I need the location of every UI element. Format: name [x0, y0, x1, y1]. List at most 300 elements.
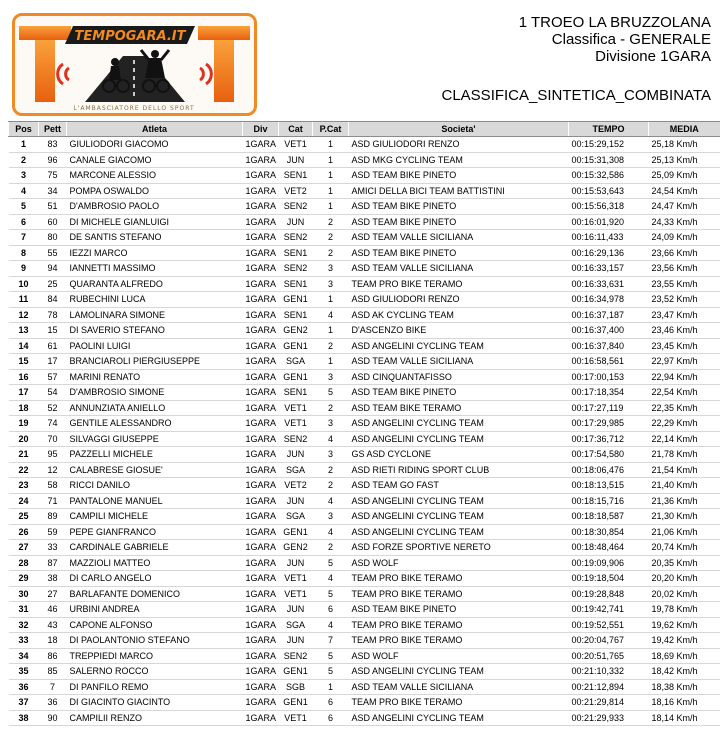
cell-media: 20,02 Km/h — [649, 586, 720, 602]
cell-societa: ASD TEAM BIKE PINETO — [349, 168, 569, 184]
cell-media: 25,09 Km/h — [649, 168, 720, 184]
cell-tempo: 00:15:56,318 — [569, 199, 649, 215]
cell-pos: 20 — [9, 431, 39, 447]
cell-pos: 25 — [9, 509, 39, 525]
cell-media: 21,06 Km/h — [649, 524, 720, 540]
cell-pett: 94 — [39, 261, 67, 277]
cell-societa: ASD TEAM BIKE PINETO — [349, 245, 569, 261]
logo-graphic — [15, 16, 254, 113]
cell-tempo: 00:19:28,848 — [569, 586, 649, 602]
cell-pett: 33 — [39, 540, 67, 556]
cell-pcat: 1 — [313, 137, 349, 153]
cell-pett: 70 — [39, 431, 67, 447]
classifica-title: Classifica - GENERALE — [551, 31, 711, 48]
cell-pos: 9 — [9, 261, 39, 277]
col-pcat: P.Cat — [313, 122, 349, 137]
cell-pett: 86 — [39, 648, 67, 664]
cell-pcat: 6 — [313, 602, 349, 618]
table-row — [9, 168, 720, 184]
cell-pett: 75 — [39, 168, 67, 184]
cell-pos: 38 — [9, 710, 39, 726]
cell-atleta: LAMOLINARA SIMONE — [67, 307, 243, 323]
cell-div: 1GARA — [243, 137, 279, 153]
cell-pcat: 4 — [313, 617, 349, 633]
cell-div: 1GARA — [243, 695, 279, 711]
cell-media: 22,97 Km/h — [649, 354, 720, 370]
cell-pcat: 2 — [313, 400, 349, 416]
cell-societa: ASD TEAM BIKE PINETO — [349, 602, 569, 618]
cell-atleta: SILVAGGI GIUSEPPE — [67, 431, 243, 447]
cell-societa: ASD FORZE SPORTIVE NERETO — [349, 540, 569, 556]
table-row — [9, 478, 720, 494]
cell-pos: 37 — [9, 695, 39, 711]
table-row — [9, 586, 720, 602]
cell-cat: GEN2 — [279, 323, 313, 339]
cell-tempo: 00:15:53,643 — [569, 183, 649, 199]
table-row — [9, 307, 720, 323]
cell-cat: SEN1 — [279, 245, 313, 261]
cell-atleta: POMPA OSWALDO — [67, 183, 243, 199]
cell-tempo: 00:15:29,152 — [569, 137, 649, 153]
cell-pos: 36 — [9, 679, 39, 695]
cell-pett: 55 — [39, 245, 67, 261]
cell-cat: GEN1 — [279, 664, 313, 680]
cell-pos: 18 — [9, 400, 39, 416]
cell-societa: ASD TEAM BIKE PINETO — [349, 385, 569, 401]
cell-cat: JUN — [279, 602, 313, 618]
table-row — [9, 633, 720, 649]
cell-div: 1GARA — [243, 183, 279, 199]
cell-atleta: PEPE GIANFRANCO — [67, 524, 243, 540]
cell-media: 20,35 Km/h — [649, 555, 720, 571]
cell-tempo: 00:18:18,587 — [569, 509, 649, 525]
cell-pcat: 2 — [313, 230, 349, 246]
cell-pcat: 2 — [313, 214, 349, 230]
cell-div: 1GARA — [243, 664, 279, 680]
cell-pett: 58 — [39, 478, 67, 494]
svg-text:L'AMBASCIATORE DELLO SPORT: L'AMBASCIATORE DELLO SPORT — [73, 105, 195, 112]
cell-atleta: CAMPILI MICHELE — [67, 509, 243, 525]
cell-tempo: 00:19:52,551 — [569, 617, 649, 633]
cell-atleta: MAZZIOLI MATTEO — [67, 555, 243, 571]
cell-div: 1GARA — [243, 679, 279, 695]
cell-pcat: 1 — [313, 168, 349, 184]
cell-societa: ASD ANGELINI CYCLING TEAM — [349, 524, 569, 540]
cell-pcat: 4 — [313, 307, 349, 323]
cell-cat: SEN2 — [279, 199, 313, 215]
cell-cat: VET2 — [279, 478, 313, 494]
col-pett: Pett — [39, 122, 67, 137]
cell-div: 1GARA — [243, 292, 279, 308]
cell-media: 25,13 Km/h — [649, 152, 720, 168]
cell-pos: 29 — [9, 571, 39, 587]
cell-pos: 8 — [9, 245, 39, 261]
cell-atleta: CALABRESE GIOSUE' — [67, 462, 243, 478]
cell-pett: 71 — [39, 493, 67, 509]
cell-societa: ASD TEAM VALLE SICILIANA — [349, 679, 569, 695]
cell-cat: SGA — [279, 617, 313, 633]
cell-pcat: 1 — [313, 292, 349, 308]
cell-atleta: CARDINALE GABRIELE — [67, 540, 243, 556]
cell-pett: 78 — [39, 307, 67, 323]
cell-div: 1GARA — [243, 261, 279, 277]
cell-atleta: SALERNO ROCCO — [67, 664, 243, 680]
cell-pos: 5 — [9, 199, 39, 215]
cell-pos: 35 — [9, 664, 39, 680]
cell-cat: JUN — [279, 214, 313, 230]
cell-pett: 15 — [39, 323, 67, 339]
cell-atleta: GIULIODORI GIACOMO — [67, 137, 243, 153]
cell-pcat: 3 — [313, 276, 349, 292]
cell-atleta: QUARANTA ALFREDO — [67, 276, 243, 292]
cell-media: 24,33 Km/h — [649, 214, 720, 230]
cell-cat: SEN2 — [279, 648, 313, 664]
cell-societa: ASD AK CYCLING TEAM — [349, 307, 569, 323]
cell-pos: 23 — [9, 478, 39, 494]
cell-media: 20,20 Km/h — [649, 571, 720, 587]
cell-atleta: D'AMBROSIO PAOLO — [67, 199, 243, 215]
cell-cat: JUN — [279, 493, 313, 509]
cell-pos: 10 — [9, 276, 39, 292]
cell-pcat: 4 — [313, 431, 349, 447]
cell-pcat: 6 — [313, 710, 349, 726]
cell-atleta: DI PANFILO REMO — [67, 679, 243, 695]
cell-tempo: 00:16:33,157 — [569, 261, 649, 277]
cell-atleta: DE SANTIS STEFANO — [67, 230, 243, 246]
cell-div: 1GARA — [243, 369, 279, 385]
cell-pcat: 7 — [313, 633, 349, 649]
cell-atleta: CAMPILII RENZO — [67, 710, 243, 726]
cell-pos: 34 — [9, 648, 39, 664]
cell-tempo: 00:18:13,515 — [569, 478, 649, 494]
cell-atleta: DI MICHELE GIANLUIGI — [67, 214, 243, 230]
cell-tempo: 00:17:54,580 — [569, 447, 649, 463]
cell-tempo: 00:17:18,354 — [569, 385, 649, 401]
cell-media: 18,42 Km/h — [649, 664, 720, 680]
cell-pcat: 3 — [313, 447, 349, 463]
cell-societa: ASD ANGELINI CYCLING TEAM — [349, 509, 569, 525]
cell-pett: 27 — [39, 586, 67, 602]
cell-atleta: ANNUNZIATA ANIELLO — [67, 400, 243, 416]
cell-pett: 90 — [39, 710, 67, 726]
cell-media: 18,14 Km/h — [649, 710, 720, 726]
cell-pos: 21 — [9, 447, 39, 463]
cell-cat: SEN1 — [279, 276, 313, 292]
cell-societa: TEAM PRO BIKE TERAMO — [349, 617, 569, 633]
table-row — [9, 400, 720, 416]
table-row — [9, 664, 720, 680]
table-row — [9, 617, 720, 633]
cell-div: 1GARA — [243, 447, 279, 463]
cell-atleta: IEZZI MARCO — [67, 245, 243, 261]
cell-cat: SEN1 — [279, 385, 313, 401]
cell-pcat: 5 — [313, 648, 349, 664]
cell-pcat: 5 — [313, 385, 349, 401]
cell-pett: 52 — [39, 400, 67, 416]
table-row — [9, 199, 720, 215]
cell-societa: ASD TEAM BIKE PINETO — [349, 214, 569, 230]
table-row — [9, 431, 720, 447]
cell-cat: GEN1 — [279, 369, 313, 385]
cell-media: 23,46 Km/h — [649, 323, 720, 339]
cell-tempo: 00:15:31,308 — [569, 152, 649, 168]
cell-media: 24,47 Km/h — [649, 199, 720, 215]
cell-atleta: RICCI DANILO — [67, 478, 243, 494]
cell-div: 1GARA — [243, 509, 279, 525]
table-row — [9, 230, 720, 246]
cell-atleta: MARCONE ALESSIO — [67, 168, 243, 184]
cell-cat: JUN — [279, 633, 313, 649]
cell-pos: 22 — [9, 462, 39, 478]
cell-atleta: MARINI RENATO — [67, 369, 243, 385]
divisione-title: Divisione 1GARA — [595, 48, 711, 65]
cell-societa: D'ASCENZO BIKE — [349, 323, 569, 339]
table-row — [9, 571, 720, 587]
cell-tempo: 00:19:18,504 — [569, 571, 649, 587]
cell-pcat: 3 — [313, 261, 349, 277]
table-row — [9, 338, 720, 354]
cell-div: 1GARA — [243, 493, 279, 509]
cell-cat: GEN2 — [279, 540, 313, 556]
cell-pett: 89 — [39, 509, 67, 525]
cell-pcat: 1 — [313, 354, 349, 370]
cell-pos: 15 — [9, 354, 39, 370]
table-row — [9, 323, 720, 339]
cell-media: 21,36 Km/h — [649, 493, 720, 509]
cell-societa: ASD MKG CYCLING TEAM — [349, 152, 569, 168]
cell-societa: ASD CINQUANTAFISSO — [349, 369, 569, 385]
cell-pos: 13 — [9, 323, 39, 339]
cell-societa: ASD TEAM BIKE TERAMO — [349, 400, 569, 416]
cell-cat: SGA — [279, 354, 313, 370]
cell-div: 1GARA — [243, 602, 279, 618]
cell-tempo: 00:16:01,920 — [569, 214, 649, 230]
cell-div: 1GARA — [243, 633, 279, 649]
cell-pett: 60 — [39, 214, 67, 230]
cell-cat: GEN1 — [279, 695, 313, 711]
cell-tempo: 00:17:36,712 — [569, 431, 649, 447]
cell-pett: 38 — [39, 571, 67, 587]
cell-cat: SEN2 — [279, 431, 313, 447]
cell-pett: 36 — [39, 695, 67, 711]
cell-cat: VET1 — [279, 400, 313, 416]
cell-pett: 95 — [39, 447, 67, 463]
cell-cat: GEN1 — [279, 338, 313, 354]
cell-div: 1GARA — [243, 617, 279, 633]
cell-atleta: D'AMBROSIO SIMONE — [67, 385, 243, 401]
cell-atleta: URBINI ANDREA — [67, 602, 243, 618]
cell-div: 1GARA — [243, 524, 279, 540]
cell-societa: ASD TEAM VALLE SICILIANA — [349, 230, 569, 246]
table-row — [9, 648, 720, 664]
cell-div: 1GARA — [243, 400, 279, 416]
cell-pos: 16 — [9, 369, 39, 385]
cell-media: 21,78 Km/h — [649, 447, 720, 463]
cell-pett: 80 — [39, 230, 67, 246]
cell-pos: 14 — [9, 338, 39, 354]
cell-pos: 26 — [9, 524, 39, 540]
cell-pett: 87 — [39, 555, 67, 571]
cell-cat: SGB — [279, 679, 313, 695]
cell-div: 1GARA — [243, 540, 279, 556]
cell-atleta: CAPONE ALFONSO — [67, 617, 243, 633]
cell-societa: AMICI DELLA BICI TEAM BATTISTINI — [349, 183, 569, 199]
cell-pett: 17 — [39, 354, 67, 370]
event-title: 1 TROEO LA BRUZZOLANA — [518, 14, 711, 31]
cell-pett: 84 — [39, 292, 67, 308]
cell-tempo: 00:17:29,985 — [569, 416, 649, 432]
cell-cat: SGA — [279, 509, 313, 525]
cell-atleta: BARLAFANTE DOMENICO — [67, 586, 243, 602]
col-societa: Societa' — [349, 122, 569, 137]
cell-atleta: PANTALONE MANUEL — [67, 493, 243, 509]
table-row — [9, 695, 720, 711]
cell-societa: ASD WOLF — [349, 555, 569, 571]
cell-pett: 7 — [39, 679, 67, 695]
cell-div: 1GARA — [243, 648, 279, 664]
cell-pcat: 5 — [313, 664, 349, 680]
cell-pett: 83 — [39, 137, 67, 153]
cell-pcat: 5 — [313, 586, 349, 602]
cell-tempo: 00:21:29,933 — [569, 710, 649, 726]
cell-societa: ASD ANGELINI CYCLING TEAM — [349, 664, 569, 680]
cell-pcat: 2 — [313, 245, 349, 261]
cell-pcat: 1 — [313, 679, 349, 695]
cell-div: 1GARA — [243, 214, 279, 230]
cell-pcat: 2 — [313, 338, 349, 354]
cell-atleta: CANALE GIACOMO — [67, 152, 243, 168]
cell-pos: 3 — [9, 168, 39, 184]
cell-societa: ASD ANGELINI CYCLING TEAM — [349, 431, 569, 447]
cell-pcat: 3 — [313, 509, 349, 525]
svg-text:TEMPOGARA.IT: TEMPOGARA.IT — [74, 29, 186, 44]
cell-atleta: RUBECHINI LUCA — [67, 292, 243, 308]
table-row — [9, 524, 720, 540]
cell-media: 18,69 Km/h — [649, 648, 720, 664]
table-row — [9, 602, 720, 618]
cell-div: 1GARA — [243, 462, 279, 478]
cell-societa: ASD RIETI RIDING SPORT CLUB — [349, 462, 569, 478]
cell-pcat: 5 — [313, 555, 349, 571]
cell-pett: 25 — [39, 276, 67, 292]
cell-pcat: 1 — [313, 199, 349, 215]
cell-div: 1GARA — [243, 338, 279, 354]
cell-media: 23,47 Km/h — [649, 307, 720, 323]
table-row — [9, 152, 720, 168]
cell-pcat: 1 — [313, 152, 349, 168]
cell-pcat: 4 — [313, 524, 349, 540]
cell-cat: VET1 — [279, 416, 313, 432]
cell-tempo: 00:18:15,716 — [569, 493, 649, 509]
cell-tempo: 00:16:58,561 — [569, 354, 649, 370]
cell-div: 1GARA — [243, 168, 279, 184]
cell-pos: 19 — [9, 416, 39, 432]
table-row — [9, 679, 720, 695]
cell-pett: 57 — [39, 369, 67, 385]
cell-cat: VET2 — [279, 183, 313, 199]
col-cat: Cat — [279, 122, 313, 137]
cell-div: 1GARA — [243, 431, 279, 447]
cell-div: 1GARA — [243, 385, 279, 401]
cell-pos: 24 — [9, 493, 39, 509]
table-row — [9, 416, 720, 432]
cell-div: 1GARA — [243, 354, 279, 370]
cell-pos: 4 — [9, 183, 39, 199]
cell-pett: 46 — [39, 602, 67, 618]
cell-cat: SEN1 — [279, 168, 313, 184]
report-header — [442, 14, 712, 104]
table-row — [9, 137, 720, 153]
cell-media: 23,52 Km/h — [649, 292, 720, 308]
table-row — [9, 710, 720, 726]
cell-societa: ASD TEAM VALLE SICILIANA — [349, 354, 569, 370]
cell-pett: 85 — [39, 664, 67, 680]
cell-media: 22,35 Km/h — [649, 400, 720, 416]
cell-div: 1GARA — [243, 307, 279, 323]
cell-tempo: 00:21:10,332 — [569, 664, 649, 680]
results-body — [9, 137, 720, 726]
cell-div: 1GARA — [243, 555, 279, 571]
cell-tempo: 00:20:51,765 — [569, 648, 649, 664]
cell-societa: ASD ANGELINI CYCLING TEAM — [349, 493, 569, 509]
cell-atleta: DI GIACINTO GIACINTO — [67, 695, 243, 711]
cell-atleta: TREPPIEDI MARCO — [67, 648, 243, 664]
results-table — [8, 121, 720, 726]
cell-pos: 31 — [9, 602, 39, 618]
cell-media: 21,54 Km/h — [649, 462, 720, 478]
cell-societa: ASD GIULIODORI RENZO — [349, 137, 569, 153]
cell-atleta: DI CARLO ANGELO — [67, 571, 243, 587]
cell-cat: JUN — [279, 152, 313, 168]
cell-tempo: 00:21:12,894 — [569, 679, 649, 695]
cell-cat: VET1 — [279, 571, 313, 587]
cell-media: 19,78 Km/h — [649, 602, 720, 618]
cell-pos: 6 — [9, 214, 39, 230]
cell-tempo: 00:20:04,767 — [569, 633, 649, 649]
table-row — [9, 292, 720, 308]
table-row — [9, 555, 720, 571]
cell-div: 1GARA — [243, 416, 279, 432]
cell-pett: 59 — [39, 524, 67, 540]
table-row — [9, 183, 720, 199]
cell-pett: 34 — [39, 183, 67, 199]
cell-pett: 51 — [39, 199, 67, 215]
cell-tempo: 00:16:11,433 — [569, 230, 649, 246]
cell-societa: TEAM PRO BIKE TERAMO — [349, 586, 569, 602]
cell-cat: VET1 — [279, 586, 313, 602]
cell-atleta: IANNETTI MASSIMO — [67, 261, 243, 277]
cell-tempo: 00:16:33,631 — [569, 276, 649, 292]
cell-societa: ASD ANGELINI CYCLING TEAM — [349, 710, 569, 726]
cell-pcat: 3 — [313, 369, 349, 385]
table-row — [9, 509, 720, 525]
cell-pcat: 3 — [313, 416, 349, 432]
cell-tempo: 00:19:42,741 — [569, 602, 649, 618]
cell-pett: 18 — [39, 633, 67, 649]
cell-media: 21,40 Km/h — [649, 478, 720, 494]
cell-pos: 27 — [9, 540, 39, 556]
cell-societa: ASD TEAM GO FAST — [349, 478, 569, 494]
cell-atleta: PAOLINI LUIGI — [67, 338, 243, 354]
table-row — [9, 385, 720, 401]
table-row — [9, 214, 720, 230]
cell-pcat: 2 — [313, 540, 349, 556]
table-row — [9, 354, 720, 370]
cell-pos: 33 — [9, 633, 39, 649]
cell-cat: JUN — [279, 447, 313, 463]
cell-cat: SEN1 — [279, 307, 313, 323]
cell-tempo: 00:18:48,464 — [569, 540, 649, 556]
